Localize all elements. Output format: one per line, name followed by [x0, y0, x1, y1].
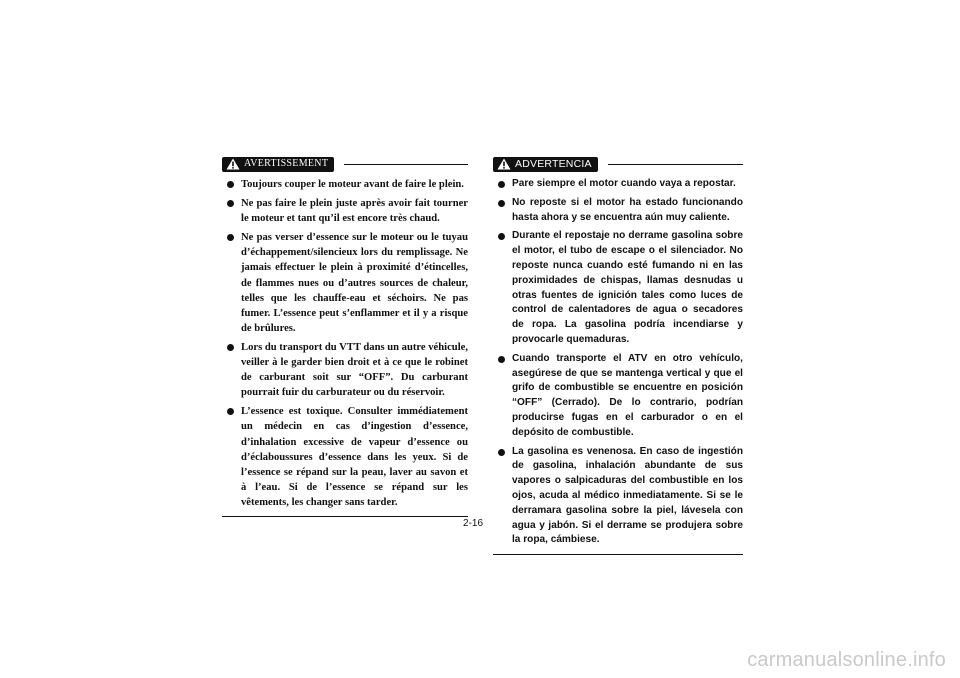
- warning-block-fr: [222, 153, 468, 517]
- list-item-text: Ne pas verser d’essence sur le moteur ou le tuyau d’échappement/silencieux lors du remplissage. Ne jamais effectuer le plein à proximité d’étincelles, de flammes nues ou d’autres sources de chaleur, telles que les chauffe-eau et séchoirs. Ne pas fumer. L’essence peut s’enflammer et il y a risque de brûlures.: [241, 232, 468, 334]
- list-item: [222, 230, 468, 336]
- list-item-text: L’essence est toxique. Consulter immédiatement un médecin en cas d’ingestion d’essence, d’inhalation excessive de vapeur d’essence ou d’éclaboussures d’essence dans les yeux. Si de l’essence se répand sur la peau, laver au savon et à l’eau. Si de l’essence se répand sur les vêtements, les changer sans tarder.: [241, 406, 468, 508]
- list-item: [493, 352, 743, 441]
- warning-badge-es: [493, 157, 598, 172]
- list-item-text: Toujours couper le moteur avant de faire le plein.: [241, 179, 464, 190]
- list-item-text: Durante el repostaje no derrame gasolina sobre el motor, el tubo de escape o el silenciador. No reposte nunca cuando esté fumando ni en las proximidades de chispas, llamas desnudas u otras fuentes de ignición tales como luces de control de calentadores de agua o secadores de ropa. La gasolina podría incendiarse y provocarle quemaduras.: [512, 230, 743, 345]
- list-item: [493, 445, 743, 549]
- bottom-rule-es: [493, 554, 743, 555]
- list-item: [493, 229, 743, 347]
- bullet-dot-icon: [227, 181, 234, 188]
- watermark-text: carmanualsonline.info: [747, 649, 946, 671]
- list-item: [493, 177, 743, 192]
- list-item: [222, 196, 468, 226]
- warning-list-fr: [222, 177, 468, 510]
- list-item-text: Lors du transport du VTT dans un autre véhicule, veiller à le garder bien droit et à ce que le robinet de carburant soit sur “OFF”. Du carburant pourrait fuir du carburateur ou du réservoir.: [241, 341, 468, 399]
- bullet-dot-icon: [498, 200, 505, 207]
- warning-header-es: [493, 153, 743, 175]
- list-item: [222, 177, 468, 192]
- bullet-dot-icon: [227, 200, 234, 207]
- bullet-dot-icon: [498, 181, 505, 188]
- bullet-dot-icon: [227, 408, 234, 415]
- warning-list-es: [493, 177, 743, 548]
- list-item-text: Pare siempre el motor cuando vaya a repostar.: [512, 178, 736, 189]
- warning-block-es: [493, 153, 743, 555]
- bullet-dot-icon: [498, 449, 505, 456]
- list-item-text: Cuando transporte el ATV en otro vehículo, asegúrese de que se mantenga vertical y que el grifo de combustible se encuentre en posición “OFF” (Cerrado). De lo contrario, podrían producirse fugas en el carburador o en el depósito de combustible.: [512, 352, 743, 438]
- warning-triangle-icon: [226, 158, 240, 170]
- header-rule-fr: [344, 164, 468, 165]
- list-item-text: Ne pas faire le plein juste après avoir fait tourner le moteur et tant qu’il est encore très chaud.: [241, 198, 468, 225]
- warning-header-fr: [222, 153, 468, 175]
- header-rule-es: [608, 164, 743, 165]
- warning-badge-fr: [222, 157, 334, 172]
- warning-label-fr: AVERTISSEMENT: [244, 158, 329, 170]
- warning-triangle-icon: [497, 158, 511, 170]
- warning-label-es: ADVERTENCIA: [515, 157, 592, 170]
- bullet-dot-icon: [498, 233, 505, 240]
- list-item: [222, 340, 468, 400]
- bullet-dot-icon: [227, 234, 234, 241]
- list-item: [222, 404, 468, 510]
- list-item-text: La gasolina es venenosa. En caso de ingestión de gasolina, inhalación abundante de sus vapores o salpicaduras del combustible en los ojos, acuda al médico inmediatamente. Si se le derramara gasolina sobre la piel, lávesela con agua y jabón. Si el derrame se produjera sobre la ropa, cámbiese.: [512, 445, 743, 546]
- list-item: [493, 196, 743, 226]
- page-number: 2-16: [463, 518, 484, 529]
- bullet-dot-icon: [498, 356, 505, 363]
- bottom-rule-fr: [222, 516, 468, 517]
- bullet-dot-icon: [227, 344, 234, 351]
- list-item-text: No reposte si el motor ha estado funcionando hasta ahora y se encuentra aún muy caliente.: [512, 196, 743, 223]
